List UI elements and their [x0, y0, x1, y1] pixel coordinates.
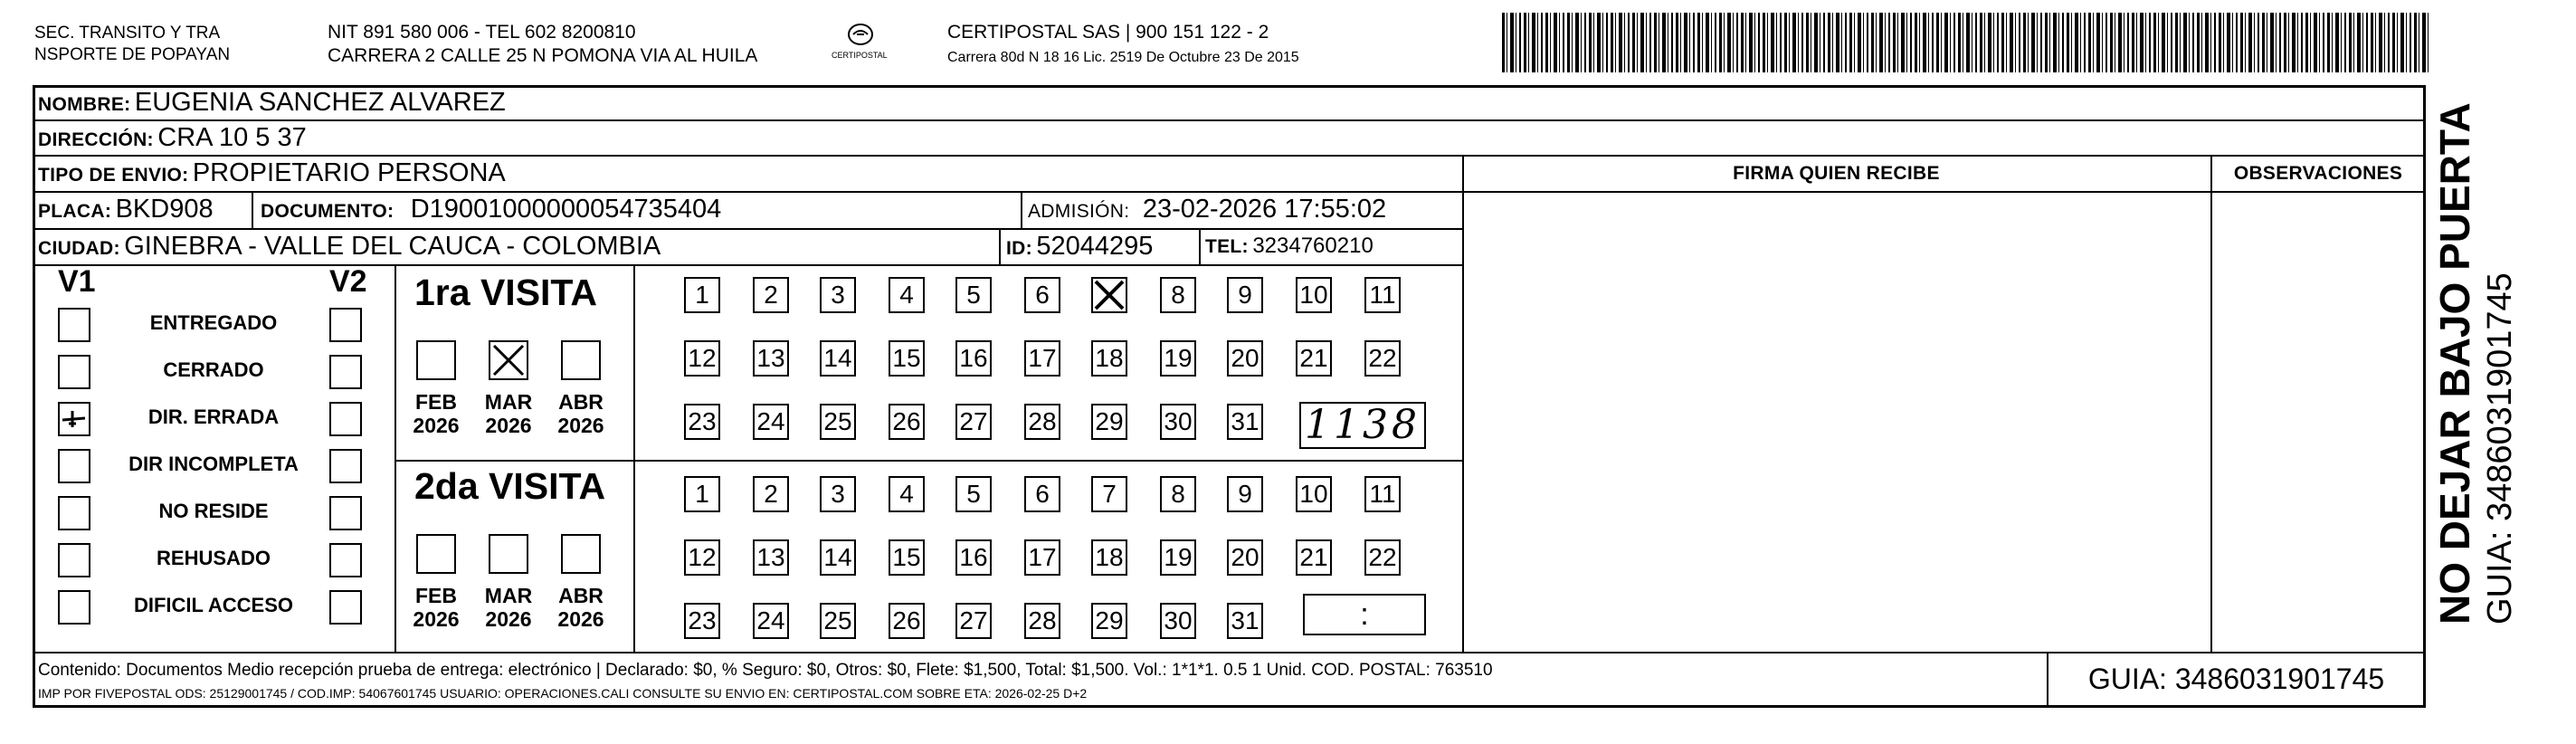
signature-header: FIRMA QUIEN RECIBE [1733, 163, 1940, 184]
x-mark-icon [490, 342, 527, 378]
visit2-day-box[interactable] [1024, 539, 1060, 576]
visit2-day-box[interactable] [1227, 476, 1263, 512]
visit1-month-checkbox[interactable] [416, 340, 456, 380]
check-mark-icon [60, 404, 89, 434]
certipostal-logo [832, 20, 888, 65]
status-reason-label: DIR INCOMPLETA [128, 453, 299, 475]
day-number: 22 [1368, 543, 1397, 571]
name-value: EUGENIA SANCHEZ ALVAREZ [134, 88, 506, 117]
day-number: 15 [892, 543, 921, 571]
visit2-day-box[interactable] [1024, 476, 1060, 512]
cell-divider [1021, 191, 1022, 228]
address-label: DIRECCIÓN: [38, 129, 154, 150]
visit1-month-year: 2026 [485, 414, 532, 437]
visit2-day-box[interactable] [1024, 603, 1060, 639]
visit1-day-box[interactable] [1091, 404, 1127, 440]
visit1-day-box[interactable] [753, 404, 789, 440]
visit2-month-checkbox[interactable] [561, 534, 601, 574]
x-mark-icon [1093, 279, 1126, 311]
visit2-day-box[interactable] [1364, 539, 1401, 576]
day-number: 2 [764, 281, 778, 309]
id-cell [1006, 231, 1153, 266]
day-number: 18 [1095, 543, 1124, 571]
v1-checkbox[interactable] [58, 449, 90, 483]
row-divider [33, 652, 2426, 653]
visit1-month-name: FEB [415, 390, 457, 414]
visit1-time-box[interactable] [1299, 402, 1426, 449]
v2-checkbox[interactable] [329, 496, 362, 530]
company-line: CERTIPOSTAL SAS | 900 151 122 - 2 [947, 22, 1269, 43]
day-number: 22 [1368, 344, 1397, 372]
status-reason-label: REHUSADO [157, 547, 271, 569]
visit2-day-box[interactable] [1160, 603, 1196, 639]
day-number: 14 [823, 344, 852, 372]
admission-cell [1028, 194, 1386, 229]
visit1-month-name: ABR [558, 390, 604, 414]
visit1-day-box[interactable] [820, 404, 856, 440]
cell-divider [999, 228, 1001, 264]
no-dejar-warning: NO DEJAR BAJO PUERTA [2431, 102, 2478, 625]
id-value: 52044295 [1036, 232, 1154, 261]
visit1-day-box[interactable] [1024, 277, 1060, 313]
cell-divider [1199, 228, 1201, 264]
day-number: 12 [688, 543, 717, 571]
day-number: 11 [1369, 480, 1396, 508]
visit1-day-box[interactable] [1024, 340, 1060, 377]
document-value: D19001000000054735404 [410, 195, 722, 224]
v1-checkbox[interactable] [58, 496, 90, 530]
visit1-day-box[interactable] [955, 404, 992, 440]
day-number: 1 [695, 480, 709, 508]
visit1-day-box[interactable] [820, 277, 856, 313]
cell-divider [252, 191, 253, 228]
visit2-day-box[interactable] [1091, 539, 1127, 576]
visit2-month-checkbox[interactable] [416, 534, 456, 574]
day-number: 8 [1171, 281, 1185, 309]
guia-box: GUIA: 3486031901745 [2087, 663, 2385, 695]
visit1-time-value: 1138 [1305, 402, 1421, 448]
visit1-day-box[interactable] [1091, 340, 1127, 377]
v1-checkbox[interactable] [58, 308, 90, 342]
day-number: 29 [1095, 606, 1124, 634]
day-number: 10 [1299, 480, 1328, 508]
admission-value: 23-02-2026 17:55:02 [1142, 195, 1387, 224]
day-number: 30 [1164, 606, 1193, 634]
sender-line-2: NSPORTE DE POPAYAN [34, 45, 231, 64]
visit1-day-box[interactable] [955, 277, 992, 313]
visit2-day-box[interactable] [820, 476, 856, 512]
name-row [38, 87, 506, 122]
row-divider [1462, 191, 2426, 193]
v1-checkbox[interactable] [58, 543, 90, 577]
v2-label: V2 [329, 264, 367, 299]
v2-checkbox[interactable] [329, 449, 362, 483]
day-number: 23 [688, 407, 717, 435]
day-number: 17 [1028, 543, 1057, 571]
day-number: 21 [1299, 543, 1328, 571]
day-number: 13 [756, 344, 785, 372]
visit2-day-box[interactable] [753, 476, 789, 512]
day-number: 9 [1238, 281, 1252, 309]
day-number: 26 [892, 606, 921, 634]
city-cell [38, 231, 661, 266]
day-number: 7 [1102, 480, 1117, 508]
visit2-time-box[interactable] [1303, 594, 1426, 635]
visit1-day-box[interactable] [1296, 340, 1332, 377]
day-number: 31 [1231, 606, 1259, 634]
day-number: 6 [1035, 281, 1050, 309]
shipping-type-row [38, 157, 506, 193]
visit1-day-box[interactable] [1296, 277, 1332, 313]
cell-divider [633, 264, 635, 652]
visit2-day-box[interactable] [684, 603, 720, 639]
visit1-day-box[interactable] [889, 404, 925, 440]
visit1-month-checkbox[interactable] [561, 340, 601, 380]
v2-checkbox[interactable] [329, 543, 362, 577]
visit1-day-box[interactable] [1364, 277, 1401, 313]
column-divider [1462, 155, 1464, 652]
visit2-day-box[interactable] [684, 476, 720, 512]
day-number: 13 [756, 543, 785, 571]
day-number: 15 [892, 344, 921, 372]
v1-checkbox[interactable] [58, 402, 90, 436]
imp-line: IMP POR FIVEPOSTAL ODS: 25129001745 / COD.IMP: 54067601745 USUARIO: OPERACIONES.CALI CONSULTE SU ENVIO EN: CERTIPOSTAL.COM SOBRE ETA: 2026-02-25 D+2 [38, 686, 1088, 701]
day-number: 17 [1028, 344, 1057, 372]
visit2-day-box[interactable] [1296, 539, 1332, 576]
visit1-day-box[interactable] [684, 404, 720, 440]
day-number: 8 [1171, 480, 1185, 508]
day-number: 11 [1369, 281, 1396, 309]
plate-label: PLACA: [38, 201, 112, 222]
visit-divider [394, 460, 1462, 462]
city-value: GINEBRA - VALLE DEL CAUCA - COLOMBIA [124, 232, 661, 261]
day-number: 10 [1299, 281, 1328, 309]
visit1-title: 1ra VISITA [414, 272, 598, 313]
v1-checkbox[interactable] [58, 590, 90, 625]
visit1-day-box[interactable] [684, 277, 720, 313]
visit1-day-box[interactable] [1227, 404, 1263, 440]
day-number: 1 [695, 281, 709, 309]
contents-line: Contenido: Documentos Medio recepción prueba de entrega: electrónico | Declarado: $0, % Seguro: $0, Otros: $0, Flete: $1,500, Total: $1,500. Vol.: 1*1*1. 0.5 1 Unid. COD. POSTAL: 763510 [38, 661, 1493, 680]
visit1-month-year: 2026 [557, 414, 604, 437]
day-number: 12 [688, 344, 717, 372]
day-number: 28 [1028, 407, 1057, 435]
name-label: NOMBRE: [38, 94, 131, 115]
visit2-month-year: 2026 [413, 607, 460, 631]
visit1-day-box[interactable] [753, 277, 789, 313]
visit1-day-box[interactable] [1091, 277, 1127, 313]
visit1-day-box[interactable] [753, 340, 789, 377]
day-number: 18 [1095, 344, 1124, 372]
day-number: 14 [823, 543, 852, 571]
visit2-day-box[interactable] [1227, 539, 1263, 576]
v2-checkbox[interactable] [329, 590, 362, 625]
tel-value: 3234760210 [1252, 234, 1374, 258]
visit1-day-box[interactable] [1364, 340, 1401, 377]
v2-checkbox[interactable] [329, 308, 362, 342]
v1-checkbox[interactable] [58, 355, 90, 389]
visit1-day-box[interactable] [955, 340, 992, 377]
visit1-day-box[interactable] [1160, 404, 1196, 440]
barcode [1502, 13, 2430, 72]
address-line: CARRERA 2 CALLE 25 N POMONA VIA AL HUILA [328, 45, 758, 66]
status-reason-label: DIR. ERRADA [147, 405, 280, 428]
visit1-month-checkbox[interactable] [489, 340, 528, 380]
day-number: 16 [959, 543, 988, 571]
visit1-month-name: MAR [484, 390, 533, 414]
admission-label: ADMISIÓN: [1028, 201, 1130, 222]
day-number: 2 [764, 480, 778, 508]
day-number: 19 [1164, 344, 1193, 372]
visit2-month-name: FEB [415, 584, 457, 607]
day-number: 25 [823, 407, 852, 435]
visit1-day-box[interactable] [684, 340, 720, 377]
day-number: 30 [1164, 407, 1193, 435]
visit2-title: 2da VISITA [414, 465, 606, 507]
visit2-day-box[interactable] [1091, 476, 1127, 512]
visit2-day-box[interactable] [1160, 476, 1196, 512]
day-number: 20 [1231, 543, 1259, 571]
status-reason-label: NO RESIDE [158, 500, 269, 522]
license-line: Carrera 80d N 18 16 Lic. 2519 De Octubre 23 De 2015 [947, 50, 1299, 65]
observations-header: OBSERVACIONES [2233, 163, 2403, 184]
day-number: 29 [1095, 407, 1124, 435]
visit2-day-box[interactable] [889, 539, 925, 576]
day-number: 24 [756, 606, 785, 634]
visit2-day-box[interactable] [1091, 603, 1127, 639]
visit2-day-box[interactable] [753, 539, 789, 576]
visit2-time-placeholder: : [1360, 597, 1369, 632]
day-number: 31 [1231, 407, 1259, 435]
visit1-day-box[interactable] [889, 340, 925, 377]
day-number: 27 [959, 606, 988, 634]
visit2-month-checkbox[interactable] [489, 534, 528, 574]
day-number: 4 [899, 480, 914, 508]
visit2-day-box[interactable] [955, 603, 992, 639]
visit2-day-box[interactable] [820, 603, 856, 639]
tel-cell [1205, 231, 1374, 264]
visit1-day-box[interactable] [1024, 404, 1060, 440]
visit2-day-box[interactable] [1296, 476, 1332, 512]
v2-checkbox[interactable] [329, 355, 362, 389]
side-guia: GUIA: 3486031901745 [2481, 272, 2519, 625]
v2-checkbox[interactable] [329, 402, 362, 436]
day-number: 23 [688, 606, 717, 634]
day-number: 26 [892, 407, 921, 435]
document-cell [261, 194, 721, 229]
status-reason-label: ENTREGADO [149, 311, 278, 334]
visit1-day-box[interactable] [1160, 340, 1196, 377]
day-number: 27 [959, 407, 988, 435]
visit2-day-box[interactable] [889, 476, 925, 512]
day-number: 19 [1164, 543, 1193, 571]
day-number: 3 [831, 281, 845, 309]
day-number: 25 [823, 606, 852, 634]
day-number: 21 [1299, 344, 1328, 372]
visit2-day-box[interactable] [955, 539, 992, 576]
document-label: DOCUMENTO: [261, 201, 394, 222]
visit1-day-box[interactable] [889, 277, 925, 313]
day-number: 20 [1231, 344, 1259, 372]
visit1-day-box[interactable] [1227, 277, 1263, 313]
shipping-type-label: TIPO DE ENVIO: [38, 165, 189, 186]
column-divider [2210, 155, 2212, 652]
day-number: 24 [756, 407, 785, 435]
visit1-day-box[interactable] [1227, 340, 1263, 377]
visit2-day-box[interactable] [1227, 603, 1263, 639]
visit2-day-box[interactable] [753, 603, 789, 639]
id-label: ID: [1006, 238, 1032, 259]
day-number: 5 [966, 281, 981, 309]
visit2-day-box[interactable] [820, 539, 856, 576]
visit2-month-year: 2026 [557, 607, 604, 631]
day-number: 4 [899, 281, 914, 309]
visit2-day-box[interactable] [1160, 539, 1196, 576]
v1-label: V1 [58, 264, 96, 299]
visit2-day-box[interactable] [889, 603, 925, 639]
visit1-month-year: 2026 [413, 414, 460, 437]
day-number: 9 [1238, 480, 1252, 508]
tel-label: TEL: [1205, 236, 1249, 257]
address-value: CRA 10 5 37 [157, 123, 307, 152]
visit1-day-box[interactable] [1160, 277, 1196, 313]
visit2-month-name: MAR [484, 584, 533, 607]
shipping-type-value: PROPIETARIO PERSONA [192, 158, 506, 187]
sender-line-1: SEC. TRANSITO Y TRA [34, 24, 221, 43]
address-row [38, 122, 307, 157]
row-divider [33, 155, 2426, 157]
visit2-day-box[interactable] [684, 539, 720, 576]
visit2-day-box[interactable] [1364, 476, 1401, 512]
visit2-month-year: 2026 [485, 607, 532, 631]
visit1-day-box[interactable] [820, 340, 856, 377]
day-number: 3 [831, 480, 845, 508]
logo-text: CERTIPOSTAL [832, 51, 888, 60]
city-label: CIUDAD: [38, 238, 120, 259]
day-number: 6 [1035, 480, 1050, 508]
plate-value: BKD908 [115, 195, 214, 224]
plate-cell [38, 194, 214, 229]
status-reason-label: DIFICIL ACCESO [133, 594, 293, 616]
day-number: 16 [959, 344, 988, 372]
status-reason-label: CERRADO [163, 358, 264, 381]
day-number: 5 [966, 480, 981, 508]
visit2-month-name: ABR [558, 584, 604, 607]
cell-divider [394, 264, 396, 652]
nit-line: NIT 891 580 006 - TEL 602 8200810 [328, 22, 636, 43]
day-number: 28 [1028, 606, 1057, 634]
visit2-day-box[interactable] [955, 476, 992, 512]
